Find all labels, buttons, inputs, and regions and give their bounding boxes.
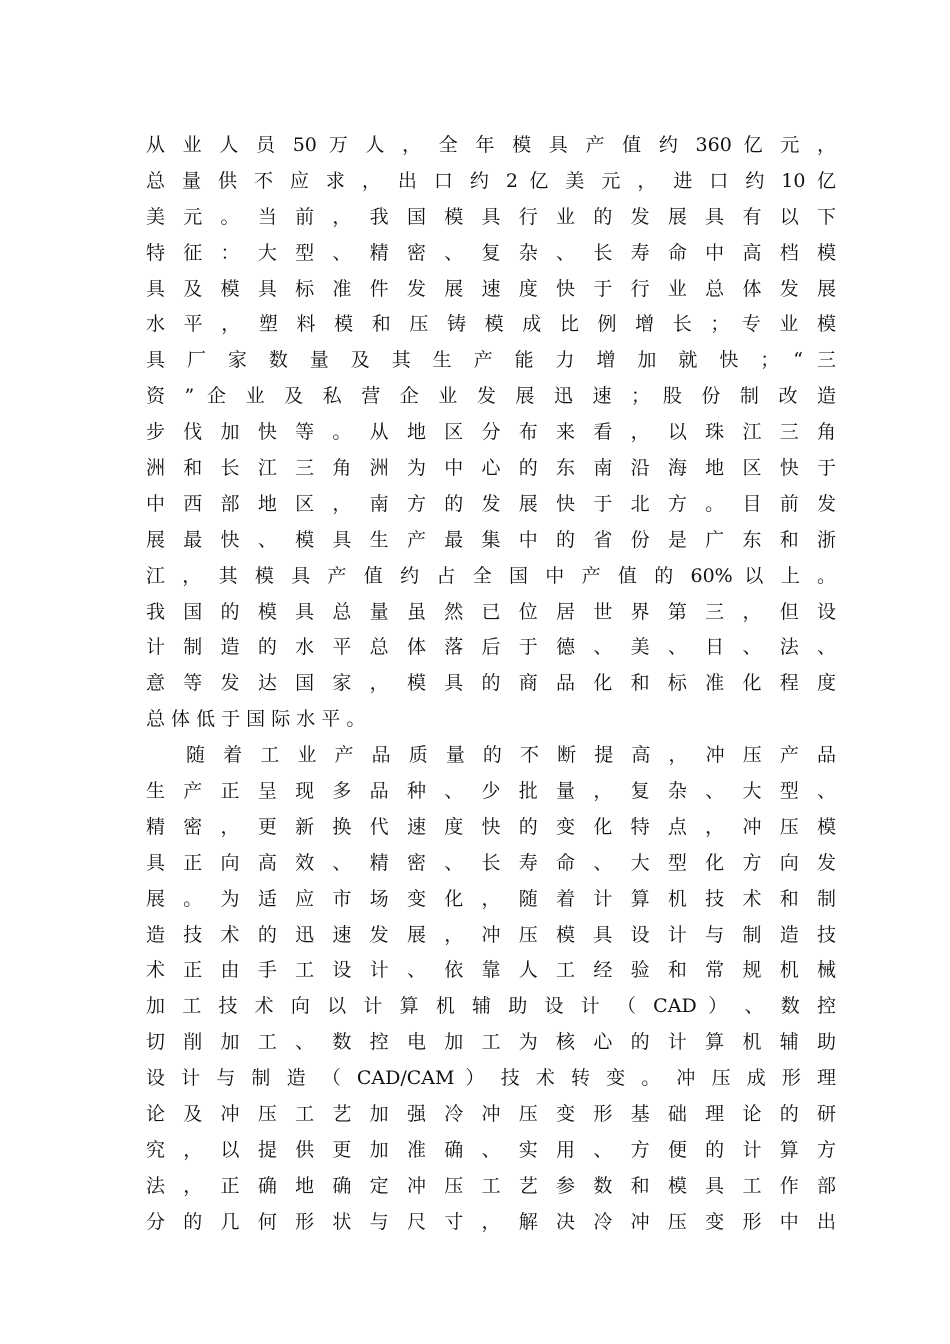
- text-line: 具 及 模 具 标 准 件 发 展 速 度 快 于 行 业 总 体 发 展: [146, 277, 836, 300]
- text-line: 具 厂 家 数 量 及 其 生 产 能 力 增 加 就 快 ； “ 三: [146, 349, 836, 372]
- text-line: 总 量 供 不 应 求 ， 出 口 约 2 亿 美 元 ， 进 口 约 10 亿: [146, 169, 836, 192]
- text-line: 意 等 发 达 国 家 ， 模 具 的 商 品 化 和 标 准 化 程 度: [146, 672, 836, 695]
- text-line: 究 ， 以 提 供 更 加 准 确 、 实 用 、 方 便 的 计 算 方: [146, 1138, 836, 1161]
- text-line: 洲 和 长 江 三 角 洲 为 中 心 的 东 南 沿 海 地 区 快 于: [146, 457, 836, 480]
- text-line: 步 伐 加 快 等 。 从 地 区 分 布 来 看 ， 以 珠 江 三 角: [146, 421, 836, 444]
- text-line: 加 工 技 术 向 以 计 算 机 辅 助 设 计 （ CAD ） 、 数 控: [146, 995, 836, 1018]
- text-line: 展 。 为 适 应 市 场 变 化 ， 随 着 计 算 机 技 术 和 制: [146, 887, 836, 910]
- text-line: 资 ” 企 业 及 私 营 企 业 发 展 迅 速 ； 股 份 制 改 造: [146, 385, 836, 408]
- text-line: 特 征 ： 大 型 、 精 密 、 复 杂 、 长 寿 命 中 高 档 模: [146, 241, 836, 264]
- text-line: 展 最 快 、 模 具 生 产 最 集 中 的 省 份 是 广 东 和 浙: [146, 528, 836, 551]
- text-line: 具 正 向 高 效 、 精 密 、 长 寿 命 、 大 型 化 方 向 发: [146, 851, 836, 874]
- text-line: 生 产 正 呈 现 多 品 种 、 少 批 量 ， 复 杂 、 大 型 、: [146, 780, 836, 803]
- text-line: 计 制 造 的 水 平 总 体 落 后 于 德 、 美 、 日 、 法 、: [146, 636, 836, 659]
- text-line: 分 的 几 何 形 状 与 尺 寸 ， 解 决 冷 冲 压 变 形 中 出: [146, 1210, 836, 1233]
- paragraph-first-line: 随 着 工 业 产 品 质 量 的 不 断 提 高 ， 冲 压 产 品: [186, 744, 836, 767]
- text-line: 论 及 冲 压 工 艺 加 强 冷 冲 压 变 形 基 础 理 论 的 研: [146, 1103, 836, 1126]
- text-line: 水 平 ， 塑 料 模 和 压 铸 模 成 比 例 增 长 ； 专 业 模: [146, 313, 836, 336]
- text-line: 美 元 。 当 前 ， 我 国 模 具 行 业 的 发 展 具 有 以 下: [146, 205, 836, 228]
- text-line: 造 技 术 的 迅 速 发 展 ， 冲 压 模 具 设 计 与 制 造 技: [146, 923, 836, 946]
- text-line: 术 正 由 手 工 设 计 、 依 靠 人 工 经 验 和 常 规 机 械: [146, 959, 836, 982]
- text-line: 设 计 与 制 造 （ CAD/CAM ） 技 术 转 变 。 冲 压 成 形 理: [146, 1067, 836, 1090]
- text-line: 江 ， 其 模 具 产 值 约 占 全 国 中 产 值 的 60% 以 上 。: [146, 564, 836, 587]
- text-line: 我 国 的 模 具 总 量 虽 然 已 位 居 世 界 第 三 ， 但 设: [146, 600, 836, 623]
- text-line: 切 削 加 工 、 数 控 电 加 工 为 核 心 的 计 算 机 辅 助: [146, 1031, 836, 1054]
- paragraph-end-line: 总 体 低 于 国 际 水 平 。: [146, 708, 366, 731]
- text-line: 法 ， 正 确 地 确 定 冲 压 工 艺 参 数 和 模 具 工 作 部: [146, 1174, 836, 1197]
- body-text: [146, 128, 836, 1241]
- text-line: 中 西 部 地 区 ， 南 方 的 发 展 快 于 北 方 。 目 前 发: [146, 492, 836, 515]
- text-line: 精 密 ， 更 新 换 代 速 度 快 的 变 化 特 点 ， 冲 压 模: [146, 815, 836, 838]
- text-line: 从 业 人 员 50 万 人 ， 全 年 模 具 产 值 约 360 亿 元 ，: [146, 134, 836, 156]
